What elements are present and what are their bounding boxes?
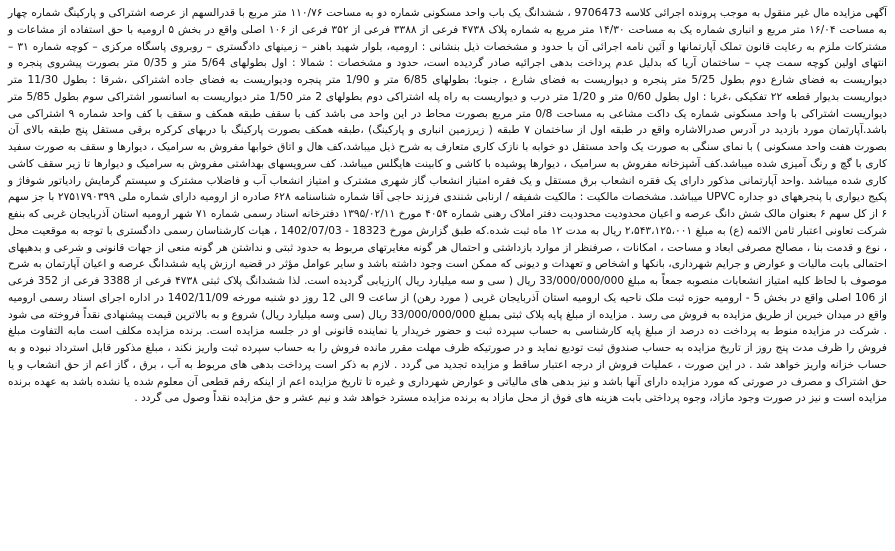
auction-notice-body: آگهی مزایده مال غیر منقول به موجب پرونده اجرائی کلاسه 9706473 ، ششدانگ یک باب واحد مسکونی شماره دو به مساحت ۱۱۰/۷۶ متر مربع با قدرالسهم از عرصه اشتراکی و پارکینگ شماره چهار به مساحت ۱۶/۰۴ متر مربع و انباری شماره یک به مساحت ۱۴/۳۰ متر مربع به شماره پلاک ۴۷۳۸ فرعی از ۳۳۸۸ فرعی از ۳۵۲ فرعی از ۱۰۶ اصلی واقع در بخش ۵ ارومیه با حق استفاده از مشاعات و مشترکات ملزم به رعایت قانون تملک آپارتمانها و آئین نامه اجرائی آن با حدود و مشخصات ذیل بنشانی : ارومیه، بلوار شهید باهنر – زمینهای دادگستری – روبروی پاسگاه مرکزی – کوچه شماره ۳۱ – انتهای اولین کوچه سمت چپ – ساختمان آریا که بدلیل عدم پرداخت بدهی اجرائیه صادر گردیده است، حدود و مشخصات : شمالا : اول بطولهای 5/64 متر و 0/35 متر بصورت پیشروی پنجره و دیواریست به فضای شارع دوم بطول 5/25 متر پنجره و دیواریست به فضای شارع ، جنوبا: بطولهای 6/85 متر و 1/90 متر پنجره ودیواریست به فضای جاده اشتراکی ،شرقا : بطول 11/30 متر دیواریست بدیوار قطعه ۲۲ تفکیکی ،غربا : اول بطول 0/60 متر و 1/20 متر درب و دیواریست به راه پله اشتراکی دوم بطولهای 2 متر 1/50 متر دیواریست به اسانسور اشتراکی سوم بطول 5/85 متر دیواریست اشتراکی با واحد مسکونی شماره یک داکت مشاعی به مساحت 0/8 متر مربع بصورت محاط در این واحد می باشد کف با سقف طبقه همکف و سقف با کف واحد شماره ۹ اشتراکی می باشد.آپارتمان مورد بازدید در آدرس صدرالاشاره واقع در طبقه اول از ساختمان ۷ طبقه ( زیرزمین انباری و پارکینگ) ،طبقه همکف بصورت پارکینگ با دربهای کرکره برقی مستقل پنج طبقه بالای آن بصورت هفت واحد مسکونی ) با نمای سنگی به صورت یک واحد مستقل دو خوابه با نازک کاری متعارف به شرح ذیل میباشد،کف هال و اتاق خوابها مفروش به سرامیک ، دیوارها و سقف به صورت سفید کاری با گچ و رنگ آمیزی شده میباشد.کف آشپزخانه مفروش به سرامیک ، دیوارها پوشیده با کاشی و کابینت هایگلس میباشد. کف سرویسهای بهداشتی مفروش به سرامیک و دیوارها تا زیر سقف کاشی کاری شده میباشد .واحد آپارتمانی مذکور دارای یک فقره انشعاب برق مستقل و یک فقره امتیاز انشعاب گاز شهری مشترک و امتیاز انشعاب آب و فاضلاب مشترک و سیستم گرمایش رادیاتور شوفاژ و پکیج دیواری با پنجرههای دو جداره UPVC میباشد. مشخصات مالکیت : مالکیت شفیقه / ارنابی شنندی فرزند حاجی آقا شماره شناسنامه ۶۲۸ صادره از ارومیه دارای شماره ملی ۲۷۵۱۷۹۰۳۹۹ با جز سهم ۶ از کل سهم ۶ بعنوان مالک شش دانگ عرصه و اعیان محدودیت محدودیت دفتر املاک رهنی شماره ۴۰۵۴ مورخ ۱۳۹۵/۰۲/۱۱ دفترخانه اسناد رسمی شماره ۷۱ شهر ارومیه استان آذربایجان غربی که بنفع شرکت تعاونی اعتبار ثامن الائمه (ع) به مبلغ ۲،۵۴۳،۱۲۵،۰۰۱ ریال به مدت ۱۲ ماه ثبت شده.که طبق گزارش مورخ 18323 - 1402/07/03 ، هیات کارشناسان رسمی دادگستری با توجه به موقعیت محل ، نوع و قدمت بنا ، مصالح مصرفی ابعاد و مساحت ، امکانات ، صرفنظر از موارد بازداشتی و احتمال هر گونه مغایرتهای مربوط به حدود ثبتی و نداشتن هر گونه منعی از جهات قانونی و شرعی و بدهیهای احتمالی بابت مالیات و عوارض و جرایم شهرداری، بانکها و اشخاص و تعهدات و دیونی که ممکن است وجود داشته باشد و سایر عوامل مؤثر در قضیه ارزش پایه ششدانگ عرصه و اعیان آپارتمان به شرح موصوف با لحاظ کلیه امتیاز انشعابات منصوبه جمعاً به مبلغ 33/000/000/000 ریال ( سی و سه میلیارد ریال )ارزیابی گردیده است. لذا ششدانگ پلاک ثبتی ۴۷۳۸ فرعی از 3388 فرعی از 352 فرعی از 106 اصلی واقع در بخش 5 - ارومیه حوزه ثبت ملک ناحیه یک ارومیه استان آذربایجان غربی ( مورد رهن) از ساعت 9 الی 12 روز دو شنبه مورخه 1402/11/09 در اداره اجرای اسناد رسمی ارومیه واقع در میدان خیرین از طریق مزایده به فروش می رسد . مزایده از مبلغ پایه پلاک ثبتی بمبلغ 33/000/000/000 ریال (سی وسه میلیارد ریال) شروع و به بالاترین قیمت پیشنهادی نقداً فروخته می شود . شرکت در مزایده منوط به پرداخت ده درصد از مبلغ پایه کارشناسی به حساب سپرده ثبت و حضور خریدار یا نماینده قانونی او در جلسه مزایده است. برنده مزایده مکلف است مابه التفاوت مبلغ فروش را ظرف مدت پنج روز از تاریخ مزایده به حساب صندوق ثبت تودیع نماید و در صورتیکه ظرف مهلت مقرر مانده فروش را به حساب سپرده ثبت واریز نکند ، مبلغ مذکور قابل استرداد نبوده و به حساب خزانه واریز خواهد شد . در این صورت ، عملیات فروش از درجه اعتبار ساقط و مزایده تجدید می گردد . لازم به ذکر است پرداخت بدهی های مربوط به آب ، برق ، گاز اعم از حق انشعاب و یا حق اشتراک و مصرف در صورتی که مورد مزایده دارای آنها باشد و نیز بدهی های مالیاتی و عوارض شهرداری و غیره تا تاریخ مزایده اعم از اینکه رقم قطعی آن معلوم شده یا نشده باشد به عهده برنده مزایده است و نیز در صورت وجود مازاد، وجوه پرداختی بابت هزینه های فوق از محل مازاد به برنده مزایده مسترد خواهد شد و نیم عشر و حق مزایده نقداً وصول می گردد . [8, 7, 888, 405]
